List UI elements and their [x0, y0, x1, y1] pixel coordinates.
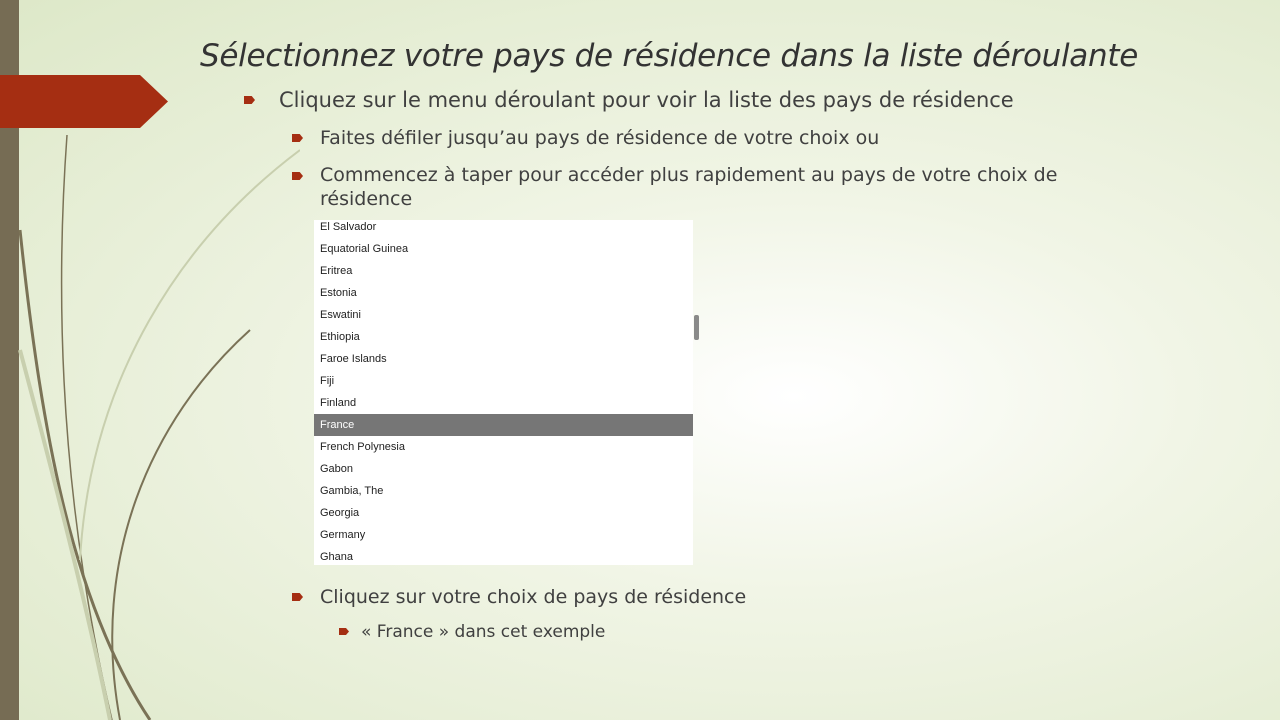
bullet-text: Faites défiler jusqu’au pays de résidence de votre choix ou	[320, 127, 880, 149]
bullet-2	[320, 127, 879, 149]
country-option[interactable]: Fiji	[320, 375, 335, 387]
country-option[interactable]: Gabon	[320, 463, 354, 475]
bullet-text: « France » dans cet exemple	[361, 622, 606, 642]
bullet-5	[361, 622, 605, 642]
country-option[interactable]: Germany	[320, 529, 366, 541]
bullet-text: résidence	[320, 188, 413, 210]
country-option[interactable]: Equatorial Guinea	[320, 243, 409, 255]
bullet-text: Cliquez sur votre choix de pays de résidence	[320, 586, 747, 608]
bullet-text: Cliquez sur le menu déroulant pour voir la liste des pays de résidence	[279, 88, 1014, 112]
country-option[interactable]: Ghana	[320, 551, 354, 563]
bullet-arrow-icon	[292, 134, 303, 142]
bullet-1	[279, 88, 1014, 112]
country-option[interactable]: Eswatini	[320, 309, 361, 321]
country-option[interactable]: Faroe Islands	[320, 353, 387, 365]
slide-title: Sélectionnez votre pays de résidence dans la liste déroulante	[200, 38, 1138, 74]
bullet-arrow-icon	[339, 628, 349, 635]
country-option[interactable]: Finland	[320, 397, 357, 409]
country-option[interactable]: Eritrea	[320, 265, 353, 277]
country-option[interactable]: El Salvador	[320, 221, 377, 233]
country-option[interactable]: France	[314, 414, 693, 436]
country-option[interactable]: Gambia, The	[320, 485, 384, 497]
bullet-arrow-icon	[292, 172, 303, 180]
country-option[interactable]: French Polynesia	[320, 441, 405, 453]
bullet-arrow-icon	[292, 593, 303, 601]
country-option[interactable]: Ethiopia	[320, 331, 360, 343]
bullet-4	[320, 586, 746, 608]
country-dropdown-list[interactable]	[314, 220, 693, 565]
dropdown-scrollbar[interactable]	[694, 315, 699, 340]
bullet-text: Commencez à taper pour accéder plus rapidement au pays de votre choix de	[320, 164, 1058, 186]
title-arrow-shape	[0, 75, 168, 128]
country-option[interactable]: Georgia	[320, 507, 360, 519]
bullet-3	[320, 163, 1057, 211]
country-option[interactable]: Estonia	[320, 287, 357, 299]
